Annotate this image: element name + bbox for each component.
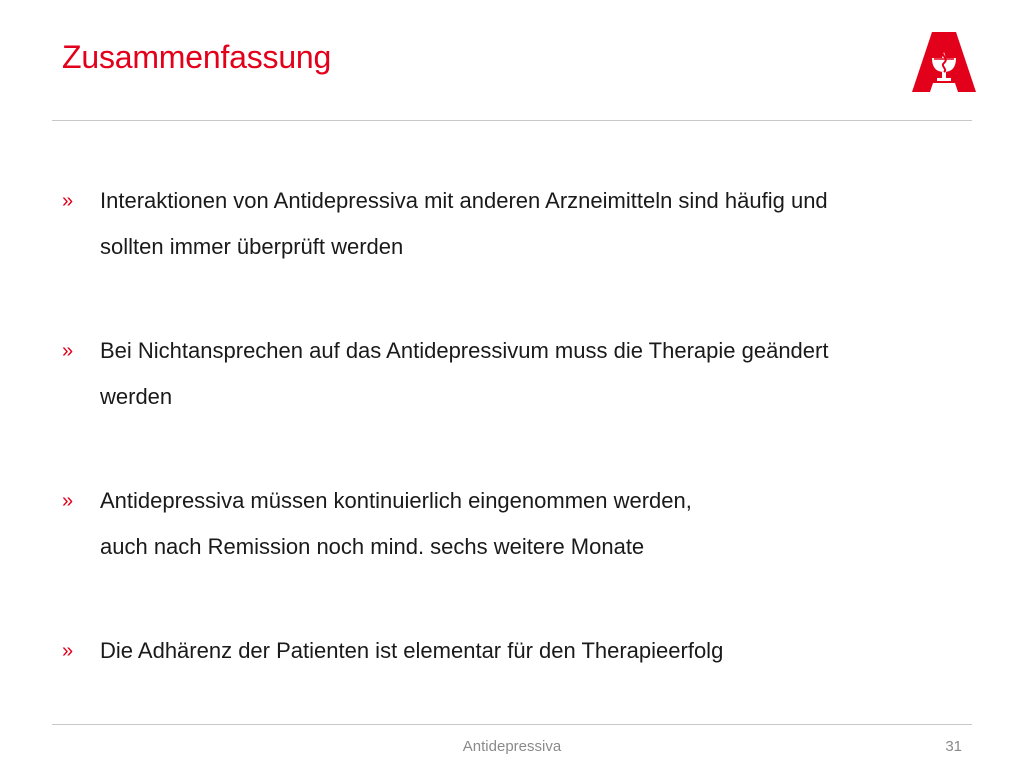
bullet-text: Bei Nichtansprechen auf das Antidepressivum muss die Therapie geändert werden: [100, 338, 829, 409]
footer-divider: [52, 724, 972, 725]
bullet-item: [62, 178, 962, 270]
bullet-item: [62, 328, 962, 420]
bullet-text: Die Adhärenz der Patienten ist elementar für den Therapieerfolg: [100, 638, 724, 663]
bullet-item: [62, 478, 962, 570]
bullet-item: [62, 628, 962, 674]
bullet-marker: »: [62, 490, 74, 512]
page-number: 31: [945, 738, 962, 755]
bullet-text: Antidepressiva müssen kontinuierlich eingenommen werden, auch nach Remission noch mind. sechs weitere Monate: [100, 488, 692, 559]
bullet-marker: »: [62, 640, 74, 662]
bullet-list: [62, 178, 962, 674]
footer-topic: Antidepressiva: [462, 738, 562, 755]
bullet-marker: »: [62, 340, 74, 362]
slide-title: Zusammenfassung: [62, 39, 332, 75]
bullet-marker: »: [62, 190, 74, 212]
bullet-text: Interaktionen von Antidepressiva mit anderen Arzneimitteln sind häufig und sollten immer überprüft werden: [100, 188, 828, 259]
header-divider: [52, 120, 972, 121]
apotheke-a-icon: [910, 28, 978, 96]
